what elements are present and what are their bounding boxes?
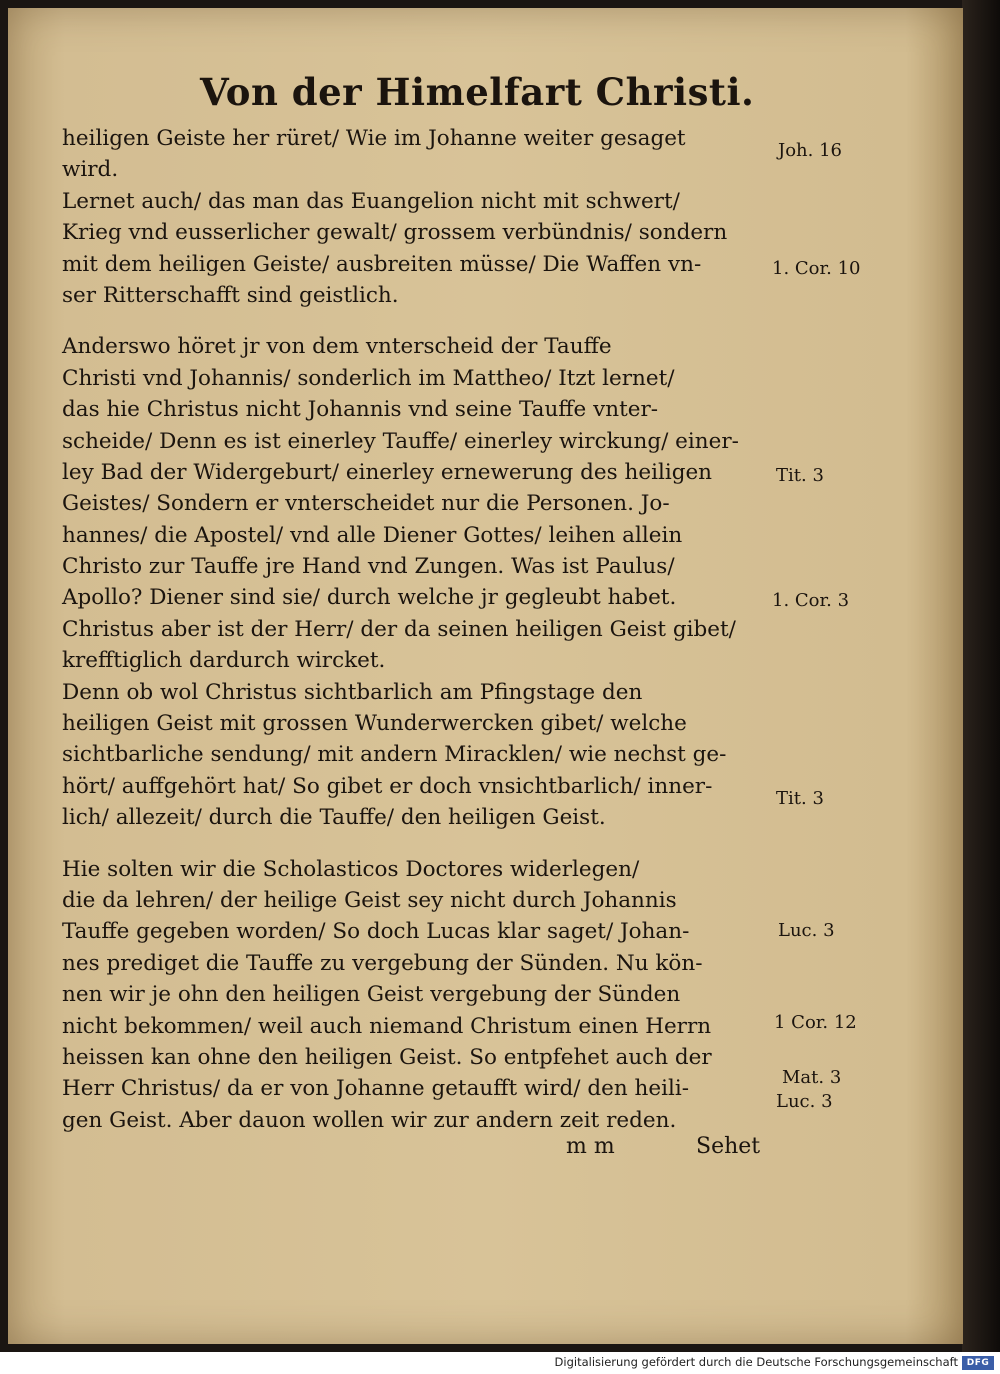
text-line: Anderswo höret jr von dem vnterscheid der Tauffe [62, 334, 612, 360]
book-edge [962, 0, 1000, 1352]
credit-bar [0, 1352, 1000, 1374]
text-line: ley Bad der Widergeburt/ einerley ernewerung des heiligen [62, 459, 713, 485]
text-line: nicht bekommen/ weil auch niemand Christum einen Herrn [62, 1013, 712, 1039]
text-line: nen wir je ohn den heiligen Geist vergebung der Sünden [62, 982, 681, 1008]
text-line: mit dem heiligen Geiste/ ausbreiten müsse/ Die Waffen vn- [62, 251, 702, 277]
text-line: die da lehren/ der heilige Geist sey nicht durch Johannis [62, 887, 677, 913]
catchword: Sehet [696, 1134, 761, 1159]
marginal-note: Mat. 3 [782, 1067, 842, 1088]
text-line: hannes/ die Apostel/ vnd alle Diener Gottes/ leihen allein [62, 522, 683, 548]
body-text [62, 123, 782, 1136]
paragraph-gap [62, 311, 782, 331]
marginal-note: 1 Cor. 12 [774, 1012, 857, 1033]
text-line: Christo zur Tauffe jre Hand vnd Zungen. Was ist Paulus/ [62, 554, 675, 580]
text-line: Lernet auch/ das man das Euangelion nicht mit schwert/ [62, 188, 680, 214]
text-line: Tauffe gegeben worden/ So doch Lucas klar saget/ Johan- [62, 919, 690, 945]
text-line: Denn ob wol Christus sichtbarlich am Pfingstage den [62, 679, 643, 705]
marginal-note: Joh. 16 [778, 140, 842, 161]
text-line: Hie solten wir die Scholasticos Doctores widerlegen/ [62, 856, 640, 882]
marginal-note: Tit. 3 [776, 465, 824, 486]
signature-mark: m m [566, 1134, 615, 1159]
text-line: heiligen Geist mit grossen Wunderwercken gibet/ welche [62, 711, 687, 737]
paragraph-gap [62, 834, 782, 854]
text-line: heissen kan ohne den heiligen Geist. So entpfehet auch der [62, 1044, 712, 1070]
marginal-note: Luc. 3 [778, 920, 835, 941]
text-line: Christus aber ist der Herr/ der da seinen heiligen Geist gibet/ [62, 616, 736, 642]
text-line: heiligen Geiste her rüret/ Wie im Johanne weiter gesaget [62, 126, 686, 151]
text-line: ser Ritterschafft sind geistlich. [62, 282, 399, 308]
text-line: sichtbarliche sendung/ mit andern Miracklen/ wie nechst ge- [62, 742, 727, 768]
text-line: Christi vnd Johannis/ sonderlich im Mattheo/ Itzt lernet/ [62, 365, 675, 391]
credit-text: Digitalisierung gefördert durch die Deutsche Forschungsgemeinschaft [554, 1355, 958, 1369]
marginal-note: Tit. 3 [776, 788, 824, 809]
text-line: Apollo? Diener sind sie/ durch welche jr gegleubt habet. [62, 585, 677, 611]
marginal-note: 1. Cor. 10 [772, 258, 861, 279]
text-line: nes prediget die Tauffe zu vergebung der Sünden. Nu kön- [62, 950, 703, 976]
text-line: Herr Christus/ da er von Johanne getaufft wird/ den heili- [62, 1076, 690, 1102]
text-line: scheide/ Denn es ist einerley Tauffe/ einerley wirckung/ einer- [62, 428, 739, 454]
text-line: Geistes/ Sondern er vnterscheidet nur die Personen. Jo- [62, 491, 670, 517]
text-line: das hie Christus nicht Johannis vnd seine Tauffe vnter- [62, 397, 659, 423]
running-head: Von der Himelfart Christi. [200, 70, 755, 114]
marginal-note: 1. Cor. 3 [772, 590, 850, 611]
text-line: lich/ allezeit/ durch die Tauffe/ den heiligen Geist. [62, 805, 606, 831]
text-line: Krieg vnd eusserlicher gewalt/ grossem verbündnis/ sondern [62, 220, 728, 246]
text-line: gen Geist. Aber dauon wollen wir zur andern zeit reden. [62, 1107, 677, 1133]
dfg-logo: DFG [962, 1356, 994, 1370]
text-line: krefftiglich dardurch wircket. [62, 648, 386, 674]
text-line: hört/ auffgehört hat/ So gibet er doch vnsichtbarlich/ inner- [62, 773, 713, 799]
marginal-note: Luc. 3 [776, 1091, 833, 1112]
text-line: wird. [62, 157, 119, 183]
